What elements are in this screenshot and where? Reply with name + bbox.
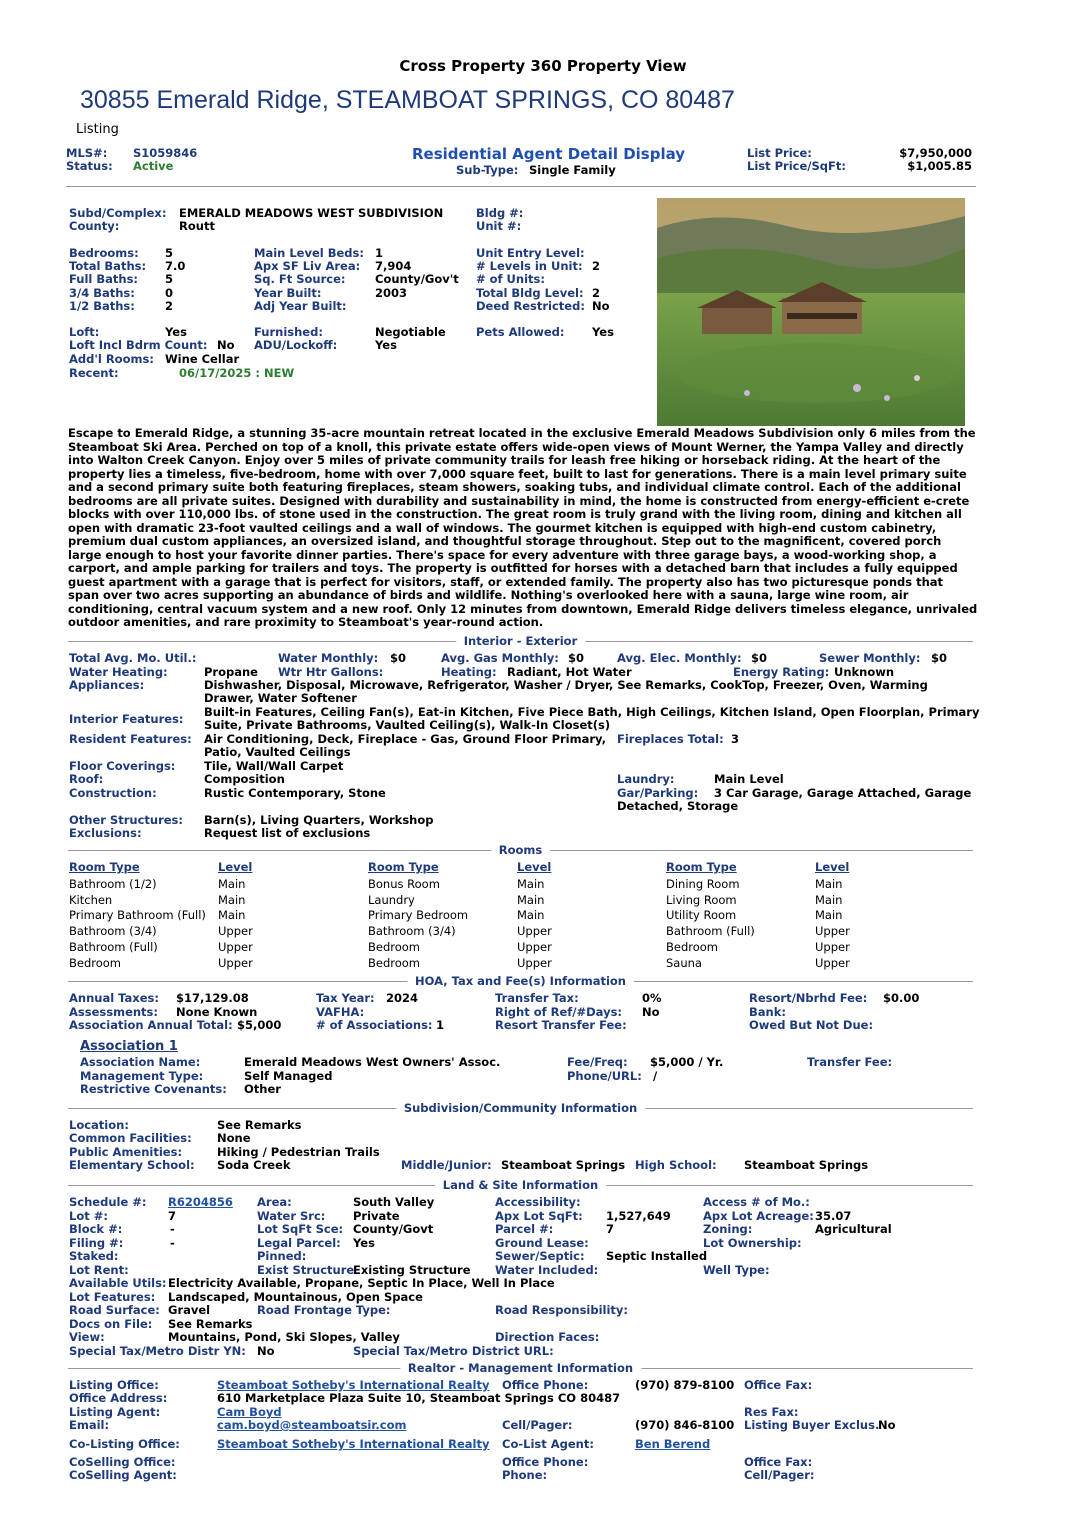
deed-label: Deed Restricted: bbox=[476, 299, 585, 313]
room-type: Dining Room bbox=[666, 877, 740, 891]
lot-features-label: Lot Features: bbox=[69, 1290, 156, 1304]
room-level: Main bbox=[517, 892, 545, 907]
coselling-office-phone-label: Office Phone: bbox=[502, 1455, 589, 1469]
schedule-link[interactable]: R6204856 bbox=[168, 1195, 233, 1209]
office-fax-label: Office Fax: bbox=[744, 1378, 813, 1392]
view-value: Mountains, Pond, Ski Slopes, Valley bbox=[168, 1330, 400, 1344]
direction-label: Direction Faces: bbox=[495, 1330, 600, 1344]
fireplaces-label: Fireplaces Total: bbox=[617, 732, 724, 746]
vafha-label: VAFHA: bbox=[316, 1005, 365, 1019]
parcel-value: 7 bbox=[606, 1222, 615, 1236]
section-rooms bbox=[68, 843, 973, 857]
location-label: Location: bbox=[69, 1118, 129, 1132]
exist-structure-label: Exist Structure bbox=[257, 1263, 355, 1277]
county-label: County: bbox=[69, 219, 120, 233]
rooms-header-type-2: Room Type bbox=[368, 860, 439, 874]
roof-value: Composition bbox=[204, 772, 285, 786]
rofr-label: Right of Ref/#Days: bbox=[495, 1005, 623, 1019]
status-label: Status: bbox=[66, 159, 113, 173]
section-title: HOA, Tax and Fee(s) Information bbox=[407, 974, 634, 988]
addl-rooms-value: Wine Cellar bbox=[165, 352, 240, 366]
association-heading: Association 1 bbox=[80, 1039, 178, 1054]
resident-features-label: Resident Features: bbox=[69, 732, 192, 746]
mgmt-label: Management Type: bbox=[80, 1069, 204, 1083]
sf-source-value: County/Gov't bbox=[375, 272, 459, 286]
full-baths-value: 5 bbox=[165, 272, 174, 286]
section-title: Realtor - Management Information bbox=[400, 1361, 641, 1375]
listing-agent-label: Listing Agent: bbox=[69, 1405, 161, 1419]
assessments-label: Assessments: bbox=[69, 1005, 158, 1019]
assoc-total-label: Association Annual Total: bbox=[69, 1018, 233, 1032]
util-label: Total Avg. Mo. Util.: bbox=[69, 651, 197, 665]
other-structures-value: Barn(s), Living Quarters, Workshop bbox=[204, 813, 434, 827]
list-price-sqft-value: $1,005.85 bbox=[907, 159, 972, 173]
rooms-header-level-2: Level bbox=[517, 860, 552, 874]
laundry-label: Laundry: bbox=[617, 772, 675, 786]
furnished-value: Negotiable bbox=[375, 325, 446, 339]
bedrooms-value: 5 bbox=[165, 246, 174, 260]
num-assoc-label: # of Associations: bbox=[316, 1018, 433, 1032]
room-level: Main bbox=[517, 908, 545, 923]
rooms-header-level-3: Level bbox=[815, 860, 850, 874]
utils-label: Available Utils: bbox=[69, 1276, 167, 1290]
construction-label: Construction: bbox=[69, 786, 157, 800]
resident-features-value-1: Air Conditioning, Deck, Fireplace - Gas, Ground Floor Primary, bbox=[204, 732, 607, 746]
co-office-link[interactable]: Steamboat Sotheby's International Realty bbox=[217, 1437, 490, 1451]
buyer-exclus-value: No bbox=[878, 1418, 896, 1432]
mls-label: MLS#: bbox=[66, 146, 108, 160]
num-assoc-value: 1 bbox=[436, 1018, 445, 1032]
subtype-label: Sub-Type: bbox=[456, 163, 519, 177]
room-level: Upper bbox=[218, 955, 253, 970]
mgmt-value: Self Managed bbox=[244, 1069, 333, 1083]
room-level: Main bbox=[218, 908, 246, 923]
list-price-label: List Price: bbox=[747, 146, 812, 160]
lot-sqft-sce-value: County/Govt bbox=[353, 1222, 434, 1236]
road-resp-label: Road Responsibility: bbox=[495, 1303, 629, 1317]
area-value: South Valley bbox=[353, 1195, 435, 1209]
room-type: Primary Bedroom bbox=[368, 908, 469, 923]
transfer-tax-label: Transfer Tax: bbox=[495, 991, 579, 1005]
amenities-value: Hiking / Pedestrian Trails bbox=[217, 1145, 380, 1159]
water-monthly-label: Water Monthly: bbox=[278, 651, 379, 665]
phone-url-value: / bbox=[653, 1069, 658, 1083]
section-land bbox=[68, 1178, 973, 1192]
room-type: Kitchen bbox=[69, 892, 113, 907]
office-address-value: 610 Marketplace Plaza Suite 10, Steamboat Springs CO 80487 bbox=[217, 1391, 621, 1405]
phone-url-label: Phone/URL: bbox=[567, 1069, 642, 1083]
recent-value: 06/17/2025 : NEW bbox=[179, 366, 295, 380]
section-hoa bbox=[68, 974, 973, 988]
room-type: Bedroom bbox=[69, 955, 122, 970]
total-bldg-value: 2 bbox=[592, 286, 601, 300]
filing-value: - bbox=[170, 1236, 175, 1250]
docs-value: See Remarks bbox=[168, 1317, 253, 1331]
room-type: Bathroom (1/2) bbox=[69, 877, 157, 891]
water-heating-value: Propane bbox=[204, 665, 258, 679]
room-type: Bedroom bbox=[666, 939, 719, 954]
room-type: Living Room bbox=[666, 892, 737, 907]
loft-label: Loft: bbox=[69, 325, 100, 339]
adu-label: ADU/Lockoff: bbox=[254, 338, 338, 352]
coselling-office-label: CoSelling Office: bbox=[69, 1455, 176, 1469]
room-type: Bathroom (Full) bbox=[69, 939, 158, 954]
three-quarter-baths-value: 0 bbox=[165, 286, 174, 300]
water-src-label: Water Src: bbox=[257, 1209, 326, 1223]
deed-value: No bbox=[592, 299, 610, 313]
metro-label: Special Tax/Metro Distr YN: bbox=[69, 1344, 246, 1358]
mls-value: S1059846 bbox=[133, 146, 198, 160]
section-realtor bbox=[68, 1361, 973, 1375]
room-type: Bonus Room bbox=[368, 877, 440, 891]
office-phone-value: (970) 879-8100 bbox=[635, 1378, 735, 1392]
access-months-label: Access # of Mo.: bbox=[703, 1195, 810, 1209]
loft-value: Yes bbox=[165, 325, 187, 339]
coselling-office-fax-label: Office Fax: bbox=[744, 1455, 813, 1469]
road-surface-label: Road Surface: bbox=[69, 1303, 160, 1317]
lot-rent-label: Lot Rent: bbox=[69, 1263, 129, 1277]
interior-features-label: Interior Features: bbox=[69, 712, 184, 726]
listing-office-label: Listing Office: bbox=[69, 1378, 159, 1392]
interior-features-value-2: Suite, Private Bathrooms, Vaulted Ceiling(s), Walk-In Closet(s) bbox=[204, 718, 611, 732]
subd-label: Subd/Complex: bbox=[69, 206, 167, 220]
tax-year-label: Tax Year: bbox=[316, 991, 375, 1005]
rooms-header-level-1: Level bbox=[218, 860, 253, 874]
elementary-value: Soda Creek bbox=[217, 1158, 291, 1172]
garage-value-1: 3 Car Garage, Garage Attached, Garage bbox=[714, 786, 972, 800]
half-baths-value: 2 bbox=[165, 299, 174, 313]
room-level: Main bbox=[815, 892, 843, 907]
levels-label: # Levels in Unit: bbox=[476, 259, 583, 273]
coselling-cell-label: Cell/Pager: bbox=[744, 1468, 815, 1482]
transfer-fee-label: Transfer Fee: bbox=[807, 1055, 893, 1069]
taxes-value: $17,129.08 bbox=[176, 991, 249, 1005]
property-address: 30855 Emerald Ridge, STEAMBOAT SPRINGS, CO 80487 bbox=[80, 86, 735, 114]
elementary-label: Elementary School: bbox=[69, 1158, 195, 1172]
middle-label: Middle/Junior: bbox=[401, 1158, 492, 1172]
fee-value: $5,000 / Yr. bbox=[650, 1055, 724, 1069]
cell-value: (970) 846-8100 bbox=[635, 1418, 735, 1432]
main-beds-label: Main Level Beds: bbox=[254, 246, 364, 260]
section-title: Subdivision/Community Information bbox=[396, 1101, 645, 1115]
appliances-label: Appliances: bbox=[69, 678, 145, 692]
exist-structure-value: Existing Structure bbox=[353, 1263, 471, 1277]
water-monthly-value: $0 bbox=[390, 651, 407, 665]
room-type: Utility Room bbox=[666, 908, 737, 923]
middle-value: Steamboat Springs bbox=[501, 1158, 626, 1172]
lot-sqft-label: Apx Lot SqFt: bbox=[495, 1209, 583, 1223]
facilities-label: Common Facilities: bbox=[69, 1131, 192, 1145]
resident-features-value-2: Patio, Vaulted Ceilings bbox=[204, 745, 351, 759]
elec-monthly-label: Avg. Elec. Monthly: bbox=[617, 651, 742, 665]
resort-fee-value: $0.00 bbox=[883, 991, 920, 1005]
room-level: Main bbox=[218, 892, 246, 907]
listing-office-link[interactable]: Steamboat Sotheby's International Realty bbox=[217, 1378, 490, 1392]
top-divider bbox=[66, 186, 976, 187]
room-level: Main bbox=[218, 877, 246, 891]
schedule-label: Schedule #: bbox=[69, 1195, 147, 1209]
room-level: Upper bbox=[815, 939, 850, 954]
listing-agent-link[interactable]: Cam Boyd bbox=[217, 1405, 282, 1419]
legal-parcel-label: Legal Parcel: bbox=[257, 1236, 341, 1250]
room-type: Bedroom bbox=[368, 955, 421, 970]
total-baths-label: Total Baths: bbox=[69, 259, 147, 273]
res-fax-label: Res Fax: bbox=[744, 1405, 799, 1419]
display-title: Residential Agent Detail Display bbox=[412, 145, 686, 163]
energy-value: Unknown bbox=[834, 665, 895, 679]
high-value: Steamboat Springs bbox=[744, 1158, 869, 1172]
addl-rooms-label: Add'l Rooms: bbox=[69, 352, 154, 366]
fee-label: Fee/Freq: bbox=[567, 1055, 628, 1069]
co-agent-link[interactable]: Ben Berend bbox=[635, 1437, 711, 1451]
parcel-label: Parcel #: bbox=[495, 1222, 554, 1236]
block-value: - bbox=[170, 1222, 175, 1236]
year-built-value: 2003 bbox=[375, 286, 408, 300]
other-structures-label: Other Structures: bbox=[69, 813, 183, 827]
assoc-total-value: $5,000 bbox=[237, 1018, 282, 1032]
heating-label: Heating: bbox=[441, 665, 497, 679]
room-type: Bathroom (3/4) bbox=[69, 924, 157, 939]
docs-label: Docs on File: bbox=[69, 1317, 153, 1331]
email-label: Email: bbox=[69, 1418, 110, 1432]
adj-year-label: Adj Year Built: bbox=[254, 299, 347, 313]
room-level: Main bbox=[517, 877, 545, 891]
total-bldg-label: Total Bldg Level: bbox=[476, 286, 584, 300]
resort-transfer-label: Resort Transfer Fee: bbox=[495, 1018, 627, 1032]
section-title: Rooms bbox=[491, 843, 550, 857]
subd-value: EMERALD MEADOWS WEST SUBDIVISION bbox=[179, 206, 444, 220]
main-beds-value: 1 bbox=[375, 246, 384, 260]
water-heating-label: Water Heating: bbox=[69, 665, 168, 679]
lot-sqft-sce-label: Lot SqFt Sce: bbox=[257, 1222, 344, 1236]
cell-label: Cell/Pager: bbox=[502, 1418, 573, 1432]
co-agent-label: Co-List Agent: bbox=[502, 1437, 594, 1451]
bank-label: Bank: bbox=[749, 1005, 786, 1019]
buyer-exclus-label: Listing Buyer Exclus. bbox=[744, 1418, 880, 1432]
sewer-monthly-label: Sewer Monthly: bbox=[819, 651, 921, 665]
furnished-label: Furnished: bbox=[254, 325, 323, 339]
tax-year-value: 2024 bbox=[386, 991, 419, 1005]
levels-value: 2 bbox=[592, 259, 601, 273]
room-level: Upper bbox=[517, 939, 552, 954]
well-type-label: Well Type: bbox=[703, 1263, 770, 1277]
room-level: Main bbox=[815, 877, 843, 891]
room-level: Upper bbox=[815, 955, 850, 970]
room-level: Upper bbox=[517, 955, 552, 970]
roof-label: Roof: bbox=[69, 772, 104, 786]
filing-label: Filing #: bbox=[69, 1236, 124, 1250]
assoc-name-value: Emerald Meadows West Owners' Assoc. bbox=[244, 1055, 501, 1069]
property-photo[interactable] bbox=[657, 198, 965, 426]
recent-label: Recent: bbox=[69, 366, 119, 380]
acreage-label: Apx Lot Acreage: bbox=[703, 1209, 814, 1223]
room-level: Upper bbox=[517, 924, 552, 939]
room-type: Bathroom (Full) bbox=[666, 924, 755, 939]
year-built-label: Year Built: bbox=[254, 286, 322, 300]
ground-lease-label: Ground Lease: bbox=[495, 1236, 589, 1250]
garage-value-2: Detached, Storage bbox=[617, 799, 739, 813]
taxes-label: Annual Taxes: bbox=[69, 991, 159, 1005]
owed-label: Owed But Not Due: bbox=[749, 1018, 874, 1032]
coselling-phone-label: Phone: bbox=[502, 1468, 548, 1482]
road-surface-value: Gravel bbox=[168, 1303, 211, 1317]
total-baths-value: 7.0 bbox=[165, 259, 186, 273]
section-title: Interior - Exterior bbox=[456, 634, 585, 648]
assoc-name-label: Association Name: bbox=[80, 1055, 201, 1069]
covenants-value: Other bbox=[244, 1082, 281, 1096]
half-baths-label: 1/2 Baths: bbox=[69, 299, 135, 313]
room-type: Laundry bbox=[368, 892, 415, 907]
covenants-label: Restrictive Covenants: bbox=[80, 1082, 227, 1096]
rooms-header-type-1: Room Type bbox=[69, 860, 140, 874]
room-level: Upper bbox=[815, 924, 850, 939]
water-included-label: Water Included: bbox=[495, 1263, 599, 1277]
heating-value: Radiant, Hot Water bbox=[507, 665, 632, 679]
acreage-value: 35.07 bbox=[815, 1209, 852, 1223]
rooms-header-type-3: Room Type bbox=[666, 860, 737, 874]
sewer-label: Sewer/Septic: bbox=[495, 1249, 585, 1263]
accessibility-label: Accessibility: bbox=[495, 1195, 581, 1209]
sf-source-label: Sq. Ft Source: bbox=[254, 272, 346, 286]
legal-parcel-value: Yes bbox=[353, 1236, 375, 1250]
utils-value: Electricity Available, Propane, Septic In Place, Well In Place bbox=[168, 1276, 555, 1290]
listing-label: Listing bbox=[76, 122, 119, 137]
loft-incl-value: No bbox=[217, 338, 235, 352]
appliances-value-2: Drawer, Water Softener bbox=[204, 691, 357, 705]
metro-url-label: Special Tax/Metro District URL: bbox=[353, 1344, 554, 1358]
section-title: Land & Site Information bbox=[435, 1178, 606, 1192]
page-header-title: Cross Property 360 Property View bbox=[399, 57, 687, 75]
rofr-value: No bbox=[642, 1005, 660, 1019]
exclusions-label: Exclusions: bbox=[69, 826, 142, 840]
pets-label: Pets Allowed: bbox=[476, 325, 565, 339]
section-community bbox=[68, 1101, 973, 1115]
frontage-label: Road Frontage Type: bbox=[257, 1303, 391, 1317]
garage-label: Gar/Parking: bbox=[617, 786, 699, 800]
high-label: High School: bbox=[635, 1158, 717, 1172]
room-level: Upper bbox=[218, 939, 253, 954]
interior-features-value-1: Built-in Features, Ceiling Fan(s), Eat-in Kitchen, Five Piece Bath, High Ceilings, Kitchen Island, Open Floorplan, Primary bbox=[204, 705, 980, 719]
coselling-agent-label: CoSelling Agent: bbox=[69, 1468, 177, 1482]
room-type: Sauna bbox=[666, 955, 702, 970]
metro-value: No bbox=[257, 1344, 275, 1358]
pinned-label: Pinned: bbox=[257, 1249, 307, 1263]
wtr-gallons-label: Wtr Htr Gallons: bbox=[278, 665, 384, 679]
floor-value: Tile, Wall/Wall Carpet bbox=[204, 759, 344, 773]
water-src-value: Private bbox=[353, 1209, 400, 1223]
gas-monthly-label: Avg. Gas Monthly: bbox=[441, 651, 559, 665]
assessments-value: None Known bbox=[176, 1005, 258, 1019]
construction-value: Rustic Contemporary, Stone bbox=[204, 786, 386, 800]
bldg-label: Bldg #: bbox=[476, 206, 524, 220]
full-baths-label: Full Baths: bbox=[69, 272, 139, 286]
county-value: Routt bbox=[179, 219, 215, 233]
exclusions-value: Request list of exclusions bbox=[204, 826, 371, 840]
units-label: # of Units: bbox=[476, 272, 545, 286]
list-price-value: $7,950,000 bbox=[899, 146, 972, 160]
pets-value: Yes bbox=[592, 325, 614, 339]
subtype-value: Single Family bbox=[529, 163, 616, 177]
block-label: Block #: bbox=[69, 1222, 123, 1236]
list-price-sqft-label: List Price/SqFt: bbox=[747, 159, 846, 173]
lot-features-value: Landscaped, Mountainous, Open Space bbox=[168, 1290, 423, 1304]
fireplaces-value: 3 bbox=[731, 732, 740, 746]
office-phone-label: Office Phone: bbox=[502, 1378, 589, 1392]
loft-incl-label: Loft Incl Bdrm Count: bbox=[69, 338, 208, 352]
email-link[interactable]: cam.boyd@steamboatsir.com bbox=[217, 1418, 407, 1432]
appliances-value-1: Dishwasher, Disposal, Microwave, Refrigerator, Washer / Dryer, See Remarks, CookTop, Freezer, Oven, Warming bbox=[204, 678, 928, 692]
room-type: Primary Bathroom (Full) bbox=[69, 908, 206, 923]
resort-fee-label: Resort/Nbrhd Fee: bbox=[749, 991, 868, 1005]
sewer-value: Septic Installed bbox=[606, 1249, 708, 1263]
lot-label: Lot #: bbox=[69, 1209, 108, 1223]
floor-label: Floor Coverings: bbox=[69, 759, 176, 773]
sewer-monthly-value: $0 bbox=[931, 651, 948, 665]
laundry-value: Main Level bbox=[714, 772, 784, 786]
zoning-value: Agricultural bbox=[815, 1222, 892, 1236]
section-interior-exterior bbox=[68, 634, 973, 648]
facilities-value: None bbox=[217, 1131, 251, 1145]
gas-monthly-value: $0 bbox=[568, 651, 585, 665]
view-label: View: bbox=[69, 1330, 105, 1344]
staked-label: Staked: bbox=[69, 1249, 119, 1263]
unit-entry-label: Unit Entry Level: bbox=[476, 246, 585, 260]
bedrooms-label: Bedrooms: bbox=[69, 246, 139, 260]
lot-ownership-label: Lot Ownership: bbox=[703, 1236, 802, 1250]
lot-sqft-value: 1,527,649 bbox=[606, 1209, 671, 1223]
transfer-tax-value: 0% bbox=[642, 991, 662, 1005]
room-level: Main bbox=[815, 908, 843, 923]
room-type: Bathroom (3/4) bbox=[368, 924, 456, 939]
lot-value: 7 bbox=[168, 1209, 177, 1223]
energy-label: Energy Rating: bbox=[733, 665, 830, 679]
three-quarter-baths-label: 3/4 Baths: bbox=[69, 286, 135, 300]
room-type: Bedroom bbox=[368, 939, 421, 954]
elec-monthly-value: $0 bbox=[751, 651, 768, 665]
zoning-label: Zoning: bbox=[703, 1222, 753, 1236]
unit-label: Unit #: bbox=[476, 219, 522, 233]
location-value: See Remarks bbox=[217, 1118, 302, 1132]
sf-value: 7,904 bbox=[375, 259, 412, 273]
property-description: Escape to Emerald Ridge, a stunning 35-acre mountain retreat located in the exclusive Emerald Meadows Subdivision only 6 miles from the Steamboat Ski Area. Perched on top of a knoll, this private estate offers wide-open views of Mount Werner, the Yampa Valley and directly into Walton Creek Canyon. Enjoy over 5 miles of private community trails for leash free hiking or horseback riding. At the heart of the property lies a timeless, five-bedroom, home with over 7,000 square feet, built to last for generations. There is a main level primary suite and a second primary suite both featuring fireplaces, steam showers, soaking tubs, and individual climate control. Each of the additional bedrooms are all private suites. Designed with durability and sustainability in mind, the home is constructed from energy-efficient e-crete blocks with over 110,000 lbs. of stone used in the construction. The great room is truly grand with the living room, dining and kitchen all open with dramatic 23-foot vaulted ceilings and a wall of windows. The gourmet kitchen is equipped with high-end custom cabinetry, premium dual custom appliances, an oversized island, and thoughtful storage throughout. Step out to the magnificent, covered porch large enough to host your favorite dinner parties. There's space for every adventure with three garage bays, a wood-working shop, a carport, and ample parking for trailers and toys. The property is outfitted for horses with a detached barn that includes a fully equipped guest apartment with a garage that is perfect for visitors, staff, or extended family. The property also has two picturesque ponds that span over two acres supporting an abundance of birds and wildlife. Nothing's overlooked here with a sauna, large wine room, air conditioning, central vacuum system and a new roof. Only 12 minutes from downtown, Emerald Ridge delivers timeless elegance, unrivaled outdoor amenities, and rare proximity to Steamboat's year-round action. bbox=[68, 426, 978, 629]
status-value: Active bbox=[133, 159, 174, 173]
co-office-label: Co-Listing Office: bbox=[69, 1437, 180, 1451]
room-level: Upper bbox=[218, 924, 253, 939]
office-address-label: Office Address: bbox=[69, 1391, 168, 1405]
amenities-label: Public Amenities: bbox=[69, 1145, 183, 1159]
adu-value: Yes bbox=[375, 338, 397, 352]
sf-label: Apx SF Liv Area: bbox=[254, 259, 361, 273]
area-label: Area: bbox=[257, 1195, 292, 1209]
